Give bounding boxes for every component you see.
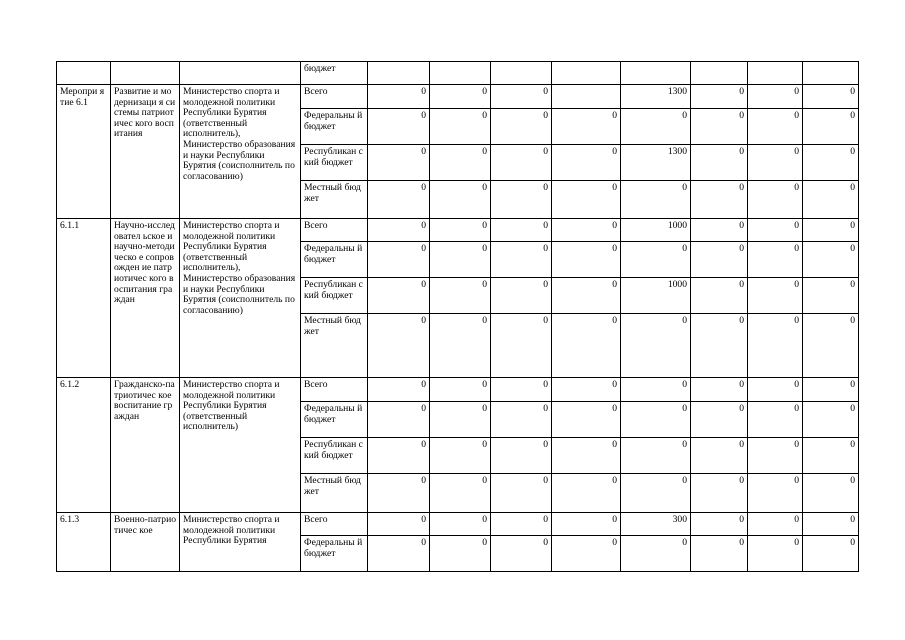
funding-source-cell: Всего bbox=[301, 85, 368, 109]
value-cell: 0 bbox=[803, 242, 859, 278]
value-cell: 0 bbox=[491, 438, 552, 474]
funding-source-cell: Всего bbox=[301, 513, 368, 536]
value-cell: 0 bbox=[691, 474, 748, 513]
value-cell: 0 bbox=[552, 314, 621, 378]
value-cell: 0 bbox=[748, 145, 803, 181]
value-cell: 0 bbox=[691, 438, 748, 474]
value-cell: 0 bbox=[430, 513, 491, 536]
responsible-org-cell: Министерство спорта и молодежной политики Республики Бурятия (ответственный исполнитель), Министерство образования и науки Республики Бурятия (соисполнитель по согласованию) bbox=[180, 85, 301, 219]
value-cell: 0 bbox=[430, 536, 491, 572]
funding-source-cell: Федеральны й бюджет bbox=[301, 402, 368, 438]
value-cell: 0 bbox=[491, 219, 552, 242]
value-cell: 0 bbox=[748, 219, 803, 242]
value-cell: 0 bbox=[491, 109, 552, 145]
table-row bbox=[57, 378, 859, 402]
value-cell: 0 bbox=[430, 109, 491, 145]
value-cell: 0 bbox=[491, 314, 552, 378]
value-cell: 0 bbox=[803, 145, 859, 181]
value-cell: 0 bbox=[491, 181, 552, 219]
value-cell: 0 bbox=[368, 402, 430, 438]
value-cell: 0 bbox=[803, 536, 859, 572]
event-code-cell: Меропри ятие 6.1 bbox=[57, 85, 111, 219]
value-cell: 0 bbox=[491, 85, 552, 109]
value-cell: 0 bbox=[430, 314, 491, 378]
value-cell: 0 bbox=[621, 314, 691, 378]
value-cell: 0 bbox=[552, 109, 621, 145]
value-cell: 0 bbox=[691, 513, 748, 536]
value-cell: 0 bbox=[430, 438, 491, 474]
value-cell: 0 bbox=[491, 242, 552, 278]
value-cell: 0 bbox=[430, 85, 491, 109]
value-cell: 0 bbox=[552, 474, 621, 513]
value-cell: 0 bbox=[430, 219, 491, 242]
value-cell: 0 bbox=[691, 536, 748, 572]
value-cell: 0 bbox=[552, 242, 621, 278]
value-cell: 0 bbox=[430, 378, 491, 402]
funding-source-cell: Федеральны й бюджет bbox=[301, 536, 368, 572]
value-cell: 0 bbox=[621, 378, 691, 402]
value-cell: 0 bbox=[430, 474, 491, 513]
value-cell: 0 bbox=[368, 85, 430, 109]
value-cell: 0 bbox=[748, 181, 803, 219]
value-cell: 0 bbox=[621, 536, 691, 572]
value-cell: 0 bbox=[368, 109, 430, 145]
value-cell: 0 bbox=[691, 109, 748, 145]
value-cell: 0 bbox=[748, 474, 803, 513]
value-cell: 0 bbox=[748, 109, 803, 145]
value-cell: 0 bbox=[621, 402, 691, 438]
event-code-cell: 6.1.1 bbox=[57, 219, 111, 378]
value-cell: 0 bbox=[552, 536, 621, 572]
value-cell: 0 bbox=[803, 181, 859, 219]
value-cell: 0 bbox=[621, 438, 691, 474]
value-cell: 0 bbox=[552, 378, 621, 402]
value-cell: 0 bbox=[491, 402, 552, 438]
value-cell: 0 bbox=[803, 278, 859, 314]
value-cell: 0 bbox=[491, 145, 552, 181]
value-cell: 0 bbox=[803, 378, 859, 402]
funding-source-cell: бюджет bbox=[301, 62, 368, 85]
value-cell: 0 bbox=[691, 181, 748, 219]
budget-table-body bbox=[57, 62, 859, 572]
value-cell: 0 bbox=[368, 242, 430, 278]
funding-source-cell: Федеральны й бюджет bbox=[301, 242, 368, 278]
value-cell: 0 bbox=[491, 513, 552, 536]
table-row bbox=[57, 85, 859, 109]
value-cell: 0 bbox=[803, 474, 859, 513]
funding-source-cell: Всего bbox=[301, 378, 368, 402]
value-cell: 0 bbox=[621, 474, 691, 513]
value-cell: 0 bbox=[491, 474, 552, 513]
responsible-org-cell: Министерство спорта и молодежной политики Республики Бурятия (ответственный исполнитель), Министерство образования и науки Республики Бурятия (соисполнитель по согласованию) bbox=[180, 219, 301, 378]
value-cell: 0 bbox=[691, 85, 748, 109]
value-cell: 0 bbox=[748, 314, 803, 378]
value-cell: 0 bbox=[368, 181, 430, 219]
value-cell: 0 bbox=[552, 181, 621, 219]
event-code-cell: 6.1.2 bbox=[57, 378, 111, 513]
value-cell: 0 bbox=[691, 242, 748, 278]
event-name-cell: Развитие и модернизаци я системы патриотичес кого воспитания bbox=[111, 85, 180, 219]
event-name-cell: Военно-патриотичес кое bbox=[111, 513, 180, 572]
value-cell: 0 bbox=[368, 474, 430, 513]
value-cell: 1300 bbox=[621, 85, 691, 109]
value-cell: 0 bbox=[430, 402, 491, 438]
value-cell: 0 bbox=[368, 513, 430, 536]
responsible-org-cell: Министерство спорта и молодежной политики Республики Бурятия bbox=[180, 513, 301, 572]
value-cell: 0 bbox=[491, 378, 552, 402]
funding-source-cell: Республикан ский бюджет bbox=[301, 438, 368, 474]
value-cell: 0 bbox=[368, 278, 430, 314]
value-cell: 0 bbox=[691, 145, 748, 181]
value-cell: 0 bbox=[368, 536, 430, 572]
value-cell: 0 bbox=[491, 536, 552, 572]
value-cell: 0 bbox=[691, 378, 748, 402]
value-cell: 0 bbox=[691, 314, 748, 378]
event-name-cell: Гражданско-патриотичес кое воспитание граждан bbox=[111, 378, 180, 513]
event-name-cell: Научно-исследовател ьское и научно-методическо е сопровожден ие патриотичес кого воспитания граждан bbox=[111, 219, 180, 378]
funding-source-cell: Республикан ский бюджет bbox=[301, 278, 368, 314]
value-cell: 0 bbox=[748, 438, 803, 474]
value-cell: 0 bbox=[803, 402, 859, 438]
value-cell: 0 bbox=[621, 242, 691, 278]
value-cell: 0 bbox=[430, 145, 491, 181]
value-cell: 0 bbox=[803, 314, 859, 378]
value-cell: 0 bbox=[748, 378, 803, 402]
funding-source-cell: Местный бюджет bbox=[301, 314, 368, 378]
value-cell: 0 bbox=[430, 181, 491, 219]
value-cell: 0 bbox=[803, 513, 859, 536]
funding-source-cell: Местный бюджет bbox=[301, 474, 368, 513]
value-cell: 0 bbox=[368, 314, 430, 378]
responsible-org-cell: Министерство спорта и молодежной политики Республики Бурятия (ответственный исполнитель) bbox=[180, 378, 301, 513]
value-cell: 0 bbox=[803, 438, 859, 474]
value-cell: 0 bbox=[552, 438, 621, 474]
value-cell: 0 bbox=[748, 242, 803, 278]
table-row bbox=[57, 513, 859, 536]
value-cell: 0 bbox=[552, 145, 621, 181]
value-cell: 0 bbox=[803, 109, 859, 145]
value-cell: 0 bbox=[621, 181, 691, 219]
funding-source-cell: Всего bbox=[301, 219, 368, 242]
value-cell bbox=[552, 85, 621, 109]
funding-source-cell: Республикан ский бюджет bbox=[301, 145, 368, 181]
value-cell: 0 bbox=[803, 85, 859, 109]
value-cell: 0 bbox=[552, 278, 621, 314]
value-cell: 1000 bbox=[621, 219, 691, 242]
value-cell: 0 bbox=[368, 438, 430, 474]
value-cell: 0 bbox=[691, 278, 748, 314]
value-cell: 0 bbox=[552, 402, 621, 438]
table-row bbox=[57, 219, 859, 242]
funding-source-cell: Местный бюджет bbox=[301, 181, 368, 219]
value-cell: 0 bbox=[748, 536, 803, 572]
value-cell: 300 bbox=[621, 513, 691, 536]
value-cell: 0 bbox=[748, 402, 803, 438]
value-cell: 1300 bbox=[621, 145, 691, 181]
value-cell: 0 bbox=[691, 402, 748, 438]
funding-source-cell: Федеральны й бюджет bbox=[301, 109, 368, 145]
budget-table bbox=[56, 61, 859, 572]
value-cell: 1000 bbox=[621, 278, 691, 314]
table-row bbox=[57, 62, 859, 85]
value-cell: 0 bbox=[491, 278, 552, 314]
value-cell: 0 bbox=[803, 219, 859, 242]
value-cell: 0 bbox=[368, 219, 430, 242]
value-cell: 0 bbox=[552, 513, 621, 536]
value-cell: 0 bbox=[748, 85, 803, 109]
value-cell: 0 bbox=[552, 219, 621, 242]
value-cell: 0 bbox=[368, 145, 430, 181]
value-cell: 0 bbox=[430, 242, 491, 278]
value-cell: 0 bbox=[430, 278, 491, 314]
value-cell: 0 bbox=[748, 278, 803, 314]
event-code-cell: 6.1.3 bbox=[57, 513, 111, 572]
value-cell: 0 bbox=[748, 513, 803, 536]
value-cell: 0 bbox=[621, 109, 691, 145]
value-cell: 0 bbox=[368, 378, 430, 402]
value-cell: 0 bbox=[691, 219, 748, 242]
